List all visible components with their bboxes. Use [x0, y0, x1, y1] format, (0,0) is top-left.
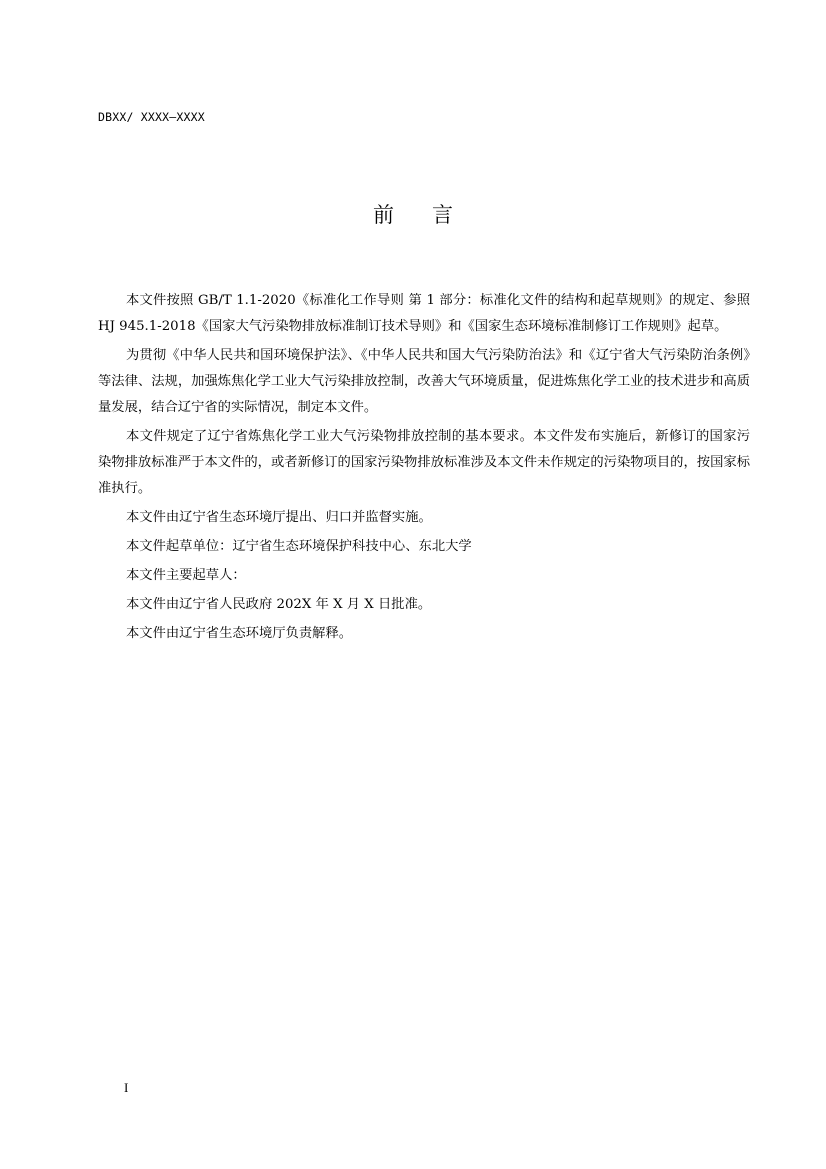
paragraph-approval: 本文件由辽宁省人民政府 202X 年 X 月 X 日批准。	[126, 597, 432, 612]
paragraph-scope: 本文件规定了辽宁省炼焦化学工业大气污染物排放控制的基本要求。本文件发布实施后，新修订的国家污染物排放标准严于本文件的，或者新修订的国家污染物排放标准涉及本文件未作规定的污染物项目的，按国家标准执行。	[98, 429, 750, 496]
paragraph-interpretation: 本文件由辽宁省生态环境厅负责解释。	[126, 626, 353, 641]
paragraph-drafters: 本文件主要起草人：	[126, 568, 246, 583]
page-number: I	[124, 1080, 129, 1095]
foreword-body	[98, 288, 750, 650]
paragraph-purpose: 为贯彻《中华人民共和国环境保护法》、《中华人民共和国大气污染防治法》和《辽宁省大气污染防治条例》等法律、法规，加强炼焦化学工业大气污染排放控制，改善大气环境质量，促进炼焦化学工业的技术进步和高质量发展，结合辽宁省的实际情况，制定本文件。	[98, 348, 750, 415]
document-code: DBXX/ XXXX—XXXX	[98, 110, 205, 124]
page-title: 前言	[373, 203, 491, 227]
paragraph-proposer: 本文件由辽宁省生态环境厅提出、归口并监督实施。	[126, 510, 432, 525]
paragraph-drafting-units: 本文件起草单位：辽宁省生态环境保护科技中心、东北大学	[126, 539, 472, 554]
paragraph-drafting-basis: 本文件按照 GB/T 1.1-2020《标准化工作导则 第 1 部分：标准化文件的结构和起草规则》的规定、参照 HJ 945.1-2018《国家大气污染物排放标准制订技术导则》和《国家生态环境标准制修订工作规则》起草。	[98, 293, 750, 334]
